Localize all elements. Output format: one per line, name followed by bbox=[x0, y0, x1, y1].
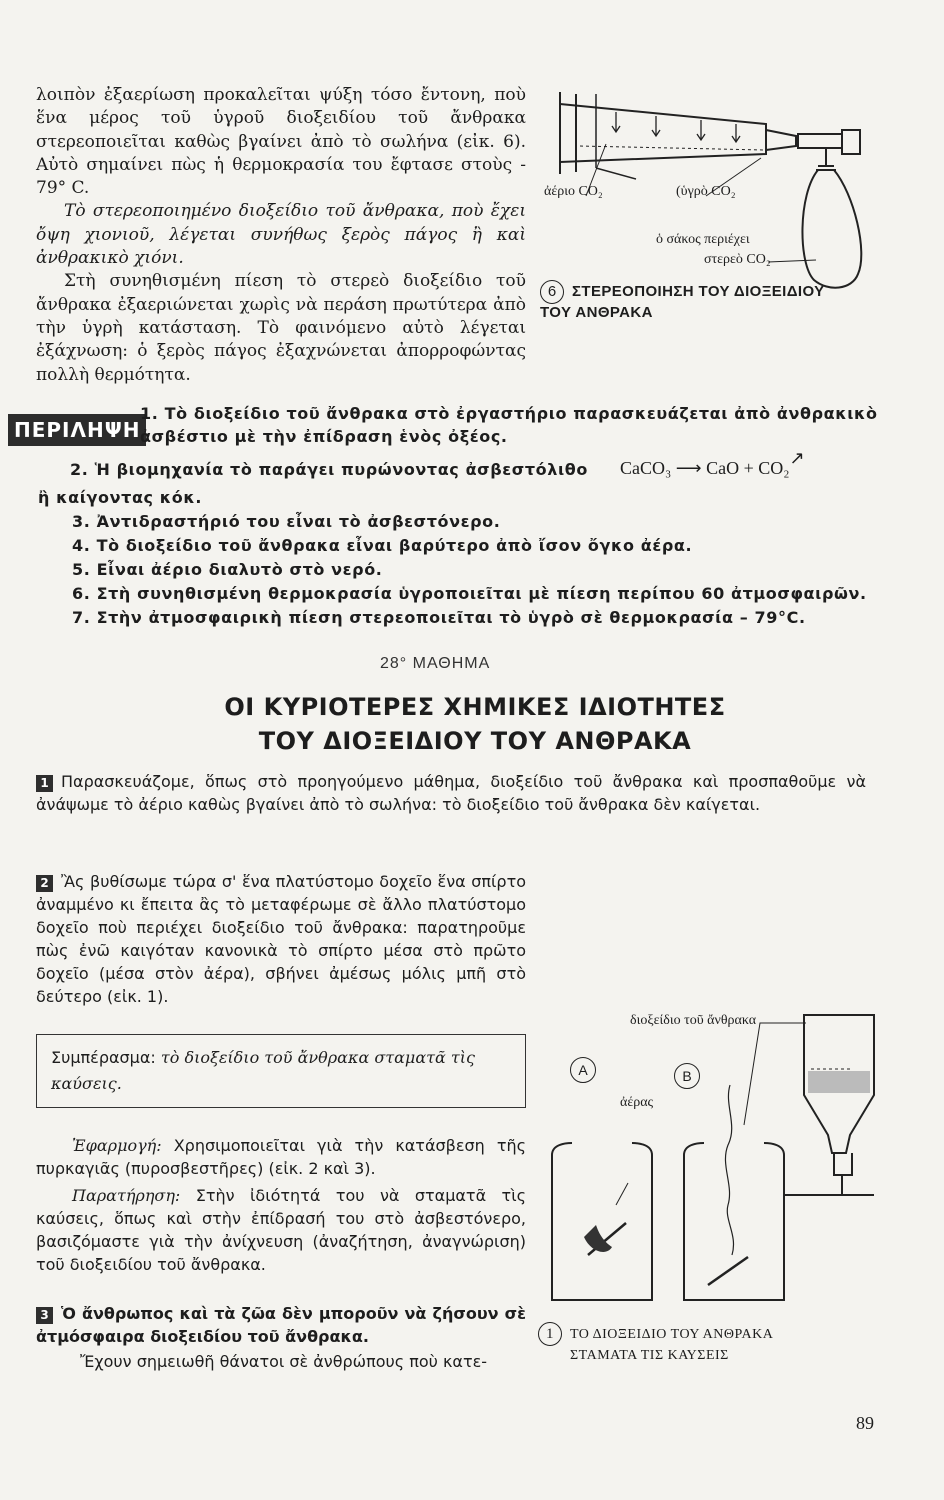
label-liquid-co2: (ὑγρὸ CO₂ bbox=[676, 184, 736, 199]
section-number-1: 1 bbox=[36, 775, 53, 792]
lesson-title-line-2: ΤΟΥ ΔΙΟΞΕΙΔΙΟΥ ΤΟΥ ΑΝΘΡΑΚΑ bbox=[258, 727, 692, 755]
summary-item-7: 7. Στὴν ἀτμοσφαιρικὴ πίεση στερεοποιεῖται τὸ ὑγρὸ σὲ θερμοκρασία – 79°C. bbox=[72, 608, 806, 627]
section-1 bbox=[36, 770, 866, 816]
conclusion-box bbox=[36, 1034, 526, 1108]
paragraph: λοιπὸν ἐξαερίωση προκαλεῖται ψύξη τόσο ἔντονη, ποὺ ἕνα μέρος τοῦ ὑγροῦ διοξειδίου τοῦ ἄνθρακα στερεοποιεῖται καθὼς βγαίνει ἀπὸ τὸ σωλήνα (εἰκ. 6). Αὐτὸ σημαίνει πὼς ἡ θερμοκρασία του ἔφτασε στοὺς - 79° C. bbox=[36, 85, 526, 199]
conclusion-text: τὸ διοξείδιο τοῦ ἄνθρακα σταματᾶ τὶς καύσεις. bbox=[51, 1048, 475, 1093]
summary-item-4: 4. Τὸ διοξείδιο τοῦ ἄνθρακα εἶναι βαρύτερο ἀπὸ ἴσον ὄγκο ἀέρα. bbox=[72, 536, 693, 555]
intro-column bbox=[36, 84, 526, 387]
section-2 bbox=[36, 870, 526, 1008]
page-number: 89 bbox=[856, 1413, 874, 1433]
label-bag-1: ὁ σάκος περιέχει bbox=[656, 232, 750, 247]
label-co2: διοξείδιο τοῦ ἄνθρακα bbox=[630, 1013, 757, 1028]
equation-right: CaO + CO₂ bbox=[706, 458, 790, 478]
summary-item-2 bbox=[70, 448, 890, 479]
application-paragraph bbox=[36, 1134, 526, 1180]
equation-arrow: ⟶ bbox=[675, 458, 702, 478]
label-gas-co2: ἀέριο CO₂ bbox=[544, 184, 603, 199]
figure-6-caption bbox=[540, 280, 825, 322]
lesson-number: 28° ΜΑΘΗΜΑ bbox=[380, 655, 491, 672]
figure-number: 6 bbox=[540, 280, 564, 304]
summary-item-3: 3. Ἀντιδραστήριό του εἶναι τὸ ἀσβεστόνερο. bbox=[72, 512, 501, 531]
section-1-text: Παρασκευάζομε, ὅπως στὸ προηγούμενο μάθημα, διοξείδιο τοῦ ἄνθρακα καὶ προσπαθοῦμε νὰ ἀνάψωμε τὸ ἀέριο καθὼς βγαίνει ἀπὸ τὸ σωλήνα: τὸ διοξείδιο τοῦ ἄνθρακα δὲν καίγεται. bbox=[36, 772, 866, 814]
label-bag-2: στερεὸ CO₂ bbox=[704, 252, 771, 267]
section-number-3: 3 bbox=[36, 1307, 53, 1324]
gas-arrow-icon: ↗ bbox=[789, 448, 805, 468]
caption-line-1: ΣΤΕΡΕΟΠΟΙΗΣΗ ΤΟΥ ΔΙΟΞΕΙΔΙΟΥ bbox=[572, 283, 825, 300]
label-jar-a: A bbox=[570, 1057, 596, 1083]
section-3 bbox=[36, 1302, 526, 1348]
figure-6 bbox=[536, 84, 876, 344]
equation-left: CaCO₃ bbox=[620, 458, 672, 478]
summary-badge: ΠΕΡΙΛΗΨΗ bbox=[8, 414, 146, 446]
summary-item-2a: 2. Ἡ βιομηχανία τὸ παράγει πυρώνοντας ἀσβεστόλιθο bbox=[70, 460, 588, 479]
label-air: ἀέρας bbox=[620, 1095, 654, 1110]
summary-items-3-7 bbox=[72, 512, 892, 632]
figure-1-caption bbox=[538, 1322, 888, 1366]
lesson-title-line-1: ΟΙ ΚΥΡΙΟΤΕΡΕΣ ΧΗΜΙΚΕΣ ΙΔΙΟΤΗΤΕΣ bbox=[224, 693, 726, 721]
summary-item-5: 5. Εἶναι ἀέριο διαλυτὸ στὸ νερό. bbox=[72, 560, 383, 579]
summary-list bbox=[140, 404, 880, 446]
figure-number: 1 bbox=[538, 1322, 562, 1346]
observation-label: Παρατήρηση: bbox=[72, 1186, 181, 1205]
section-3-continued: Ἔχουν σημειωθῆ θάνατοι σὲ ἀνθρώπους ποὺ κατε- bbox=[80, 1352, 488, 1371]
summary-item-2b: ἢ καίγοντας κόκ. bbox=[38, 488, 203, 507]
application-label: Ἐφαρμογή: bbox=[72, 1136, 162, 1155]
summary-item-1a: 1. Τὸ διοξείδιο τοῦ ἄνθρακα στὸ ἐργαστήριο παρασκευάζεται ἀπὸ ἀνθρακικὸ bbox=[140, 404, 878, 423]
caption-line-1: ΤΟ ΔΙΟΞΕΙΔΙΟ ΤΟΥ ΑΝΘΡΑΚΑ bbox=[570, 1327, 774, 1342]
label-jar-b: B bbox=[674, 1063, 700, 1089]
paragraph: Στὴ συνηθισμένη πίεση τὸ στερεὸ διοξείδιο τοῦ ἄνθρακα ἐξαεριώνεται χωρὶς νὰ περάση πρωτύτερα ἀπὸ τὴν ὑγρὴ κατάσταση. Τὸ φαινόμενο αὐτὸ λέγεται ἐξάχνωση: ὁ ξερὸς πάγος ἐξαχνώνεται ἀπορροφώντας πολλὴ θερμότητα. bbox=[36, 271, 526, 385]
observation-text: Στὴν ἰδιότητά του νὰ σταματᾶ τὶς καύσεις, ὅπως καὶ στὴν ἐπίδρασή του στὸ ἀσβεστόνερο, βασιζόμαστε γιὰ τὴν ἀνίχνευση (ἀναζήτηση, ἀναγνώριση) τοῦ διοξειδίου τοῦ ἄνθρακα. bbox=[36, 1186, 526, 1274]
paragraph-italic: Τὸ στερεοποιημένο διοξείδιο τοῦ ἄνθρακα, ποὺ ἔχει ὄψη χιονιοῦ, λέγεται συνήθως ξερὸς πάγος ἢ καὶ ἀνθρακικὸ χιόνι. bbox=[36, 201, 526, 269]
equation bbox=[620, 448, 805, 479]
observation-paragraph bbox=[36, 1184, 526, 1276]
summary-item-1b: ἀσβέστιο μὲ τὴν ἐπίδραση ἑνὸς ὀξέος. bbox=[140, 427, 508, 446]
caption-line-2: ΤΟΥ ΑΝΘΡΑΚΑ bbox=[540, 304, 653, 321]
caption-line-2: ΣΤΑΜΑΤΑ ΤΙΣ ΚΑΥΣΕΙΣ bbox=[570, 1348, 729, 1363]
lesson-title bbox=[190, 690, 760, 758]
section-3-text: Ὁ ἄνθρωπος καὶ τὰ ζῶα δὲν μποροῦν νὰ ζήσουν σὲ ἀτμόσφαιρα διοξειδίου τοῦ ἄνθρακα. bbox=[36, 1304, 526, 1346]
summary-item-6: 6. Στὴ συνηθισμένη θερμοκρασία ὑγροποιεῖται μὲ πίεση περίπου 60 ἀτμοσφαιρῶν. bbox=[72, 584, 867, 603]
section-2-text: Ἂς βυθίσωμε τώρα σ' ἕνα πλατύστομο δοχεῖο ἕνα σπίρτο ἀναμμένο κι ἔπειτα ἂς τὸ μεταφέρωμε σὲ ἄλλο πλατύστομο δοχεῖο ποὺ περιέχει διοξείδιο τοῦ ἄνθρακα: παρατηροῦμε πὼς ἐνῶ καιγόταν κανονικὰ τὸ σπίρτο μέσα στὸ πρῶτο δοχεῖο (μέσα στὸν ἀέρα), σβήνει ἀμέσως μόλις μπῆ στὸ δεύτερο (εἰκ. 1). bbox=[36, 872, 526, 1006]
extinguish-illustration bbox=[548, 1005, 878, 1315]
figure-1 bbox=[548, 1005, 878, 1315]
section-number-2: 2 bbox=[36, 875, 53, 892]
application-text: Χρησιμοποιεῖται γιὰ τὴν κατάσβεση τῆς πυρκαγιᾶς (πυροσβεστῆρες) (εἰκ. 2 καὶ 3). bbox=[36, 1136, 527, 1178]
conclusion-label: Συμπέρασμα: bbox=[51, 1048, 156, 1067]
